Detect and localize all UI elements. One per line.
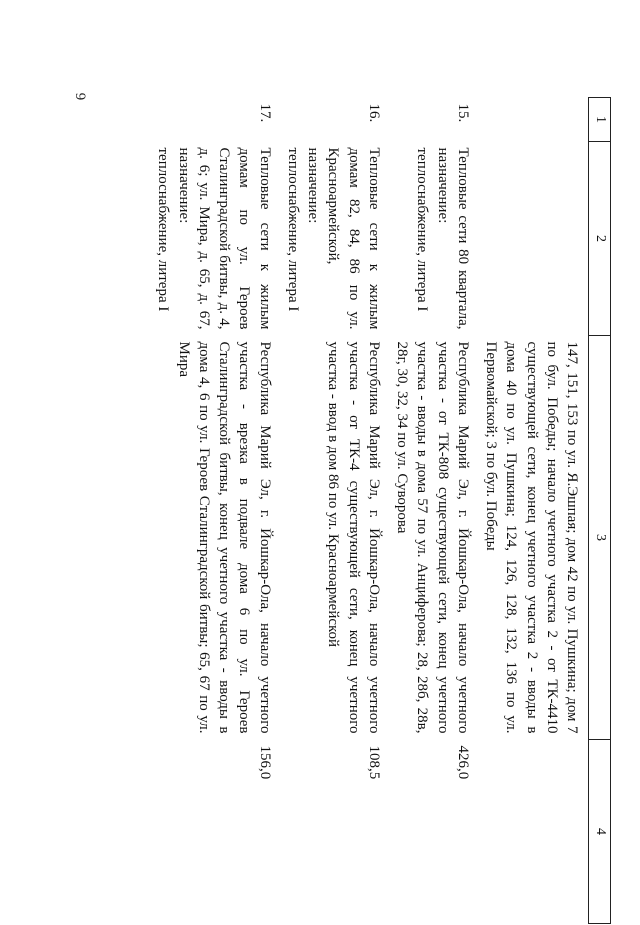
header-col-3: 3 bbox=[589, 336, 611, 740]
table-row bbox=[151, 98, 277, 924]
object-name: Тепловые сети к жилым домам 82, 84, 86 по ул. Красноармейской, назначение: теплоснабжение, литера I bbox=[284, 147, 382, 330]
property-table bbox=[151, 97, 611, 924]
page-number: 6 bbox=[73, 92, 90, 101]
header-col-1: 1 bbox=[589, 98, 611, 142]
table-row bbox=[390, 98, 475, 924]
object-description: Республика Марий Эл, г. Йошкар-Ола, начало учетного участка - врезка в подвале дома 6 по ул. Героев Сталинградской битвы, конец учетного участка - вводы в дома 4, 6 по ул. Героев Сталинградской битвы; 65, 67 по ул. Мира bbox=[175, 341, 273, 734]
header-col-2: 2 bbox=[589, 142, 611, 336]
row-number: 16. bbox=[365, 103, 382, 123]
header-col-4: 4 bbox=[589, 740, 611, 924]
object-length: 426,0 bbox=[454, 745, 471, 780]
object-length: 156,0 bbox=[256, 745, 273, 780]
object-name: Тепловые сети 80 квартала, назначение: теплоснабжение, литера I bbox=[414, 147, 471, 330]
row-number: 15. bbox=[454, 103, 471, 123]
table-row bbox=[281, 98, 386, 924]
object-length: 108,5 bbox=[365, 745, 382, 780]
object-description: Республика Марий Эл, г. Йошкар-Ола, начало учетного участка - от ТК-808 существующей сети, конец учетного участка - вводы в дома 57 по ул. Анциферова; 28, 28б, 28в, 28г, 30, 32, 34 по ул. Суворова bbox=[394, 341, 471, 734]
row-number: 17. bbox=[256, 103, 273, 123]
header-row bbox=[589, 98, 611, 924]
continuation-description: 147, 151, 153 по ул. Я.Эшпая; дом 42 по ул. Пушкина; дом 7 по бул. Победы; начало учетного участка 2 - от ТК-4410 существующей сети, конец учетного участка 2 - вводы в дома 40 по ул. Пушкина; 124, 126, 128, 132, 136 по ул. Первомайской; 3 по бул. Победы bbox=[483, 341, 581, 734]
rotated-table-wrapper bbox=[121, 20, 621, 925]
table-row-continuation bbox=[479, 98, 584, 924]
object-description: Республика Марий Эл, г. Йошкар-Ола, начало учетного участка - от ТК-4 существующей сети, конец учетного участка - ввод в дом 86 по ул. Красноармейской bbox=[325, 341, 382, 734]
object-name: Тепловые сети к жилым домам по ул. Героев Сталинградской битвы, д. 4, д. 6; ул. Мира, д. 65, д. 67, назначение: теплоснабжение, литера I bbox=[155, 147, 273, 330]
